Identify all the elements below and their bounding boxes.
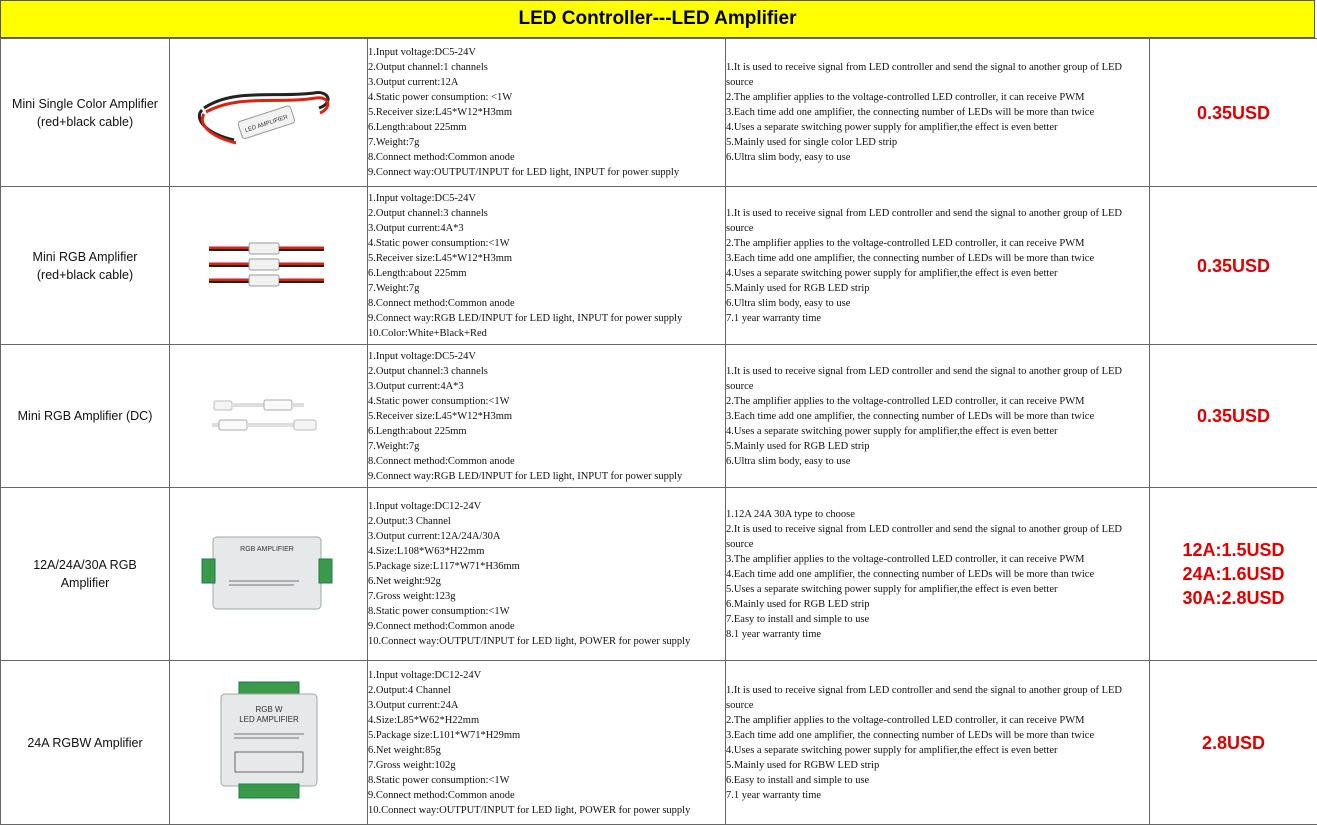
spec-line: 3.Output current:4A*3 — [368, 221, 725, 236]
spec-line: 7.Gross weight:123g — [368, 589, 725, 604]
spec-line: 9.Connect way:RGB LED/INPUT for LED light, INPUT for power supply — [368, 311, 725, 326]
specs-cell — [368, 345, 726, 488]
product-name-line: (red+black cable) — [1, 266, 169, 284]
spec-line: 9.Connect method:Common anode — [368, 788, 725, 803]
spec-line: 7.Weight:7g — [368, 281, 725, 296]
spec-line: 9.Connect way:RGB LED/INPUT for LED light, INPUT for power supply — [368, 469, 725, 484]
spec-line: 10.Connect way:OUTPUT/INPUT for LED light, POWER for power supply — [368, 634, 725, 649]
feature-line: 3.Each time add one amplifier, the connecting number of LEDs will be more than twice — [726, 251, 1149, 266]
feature-line: 6.Easy to install and simple to use — [726, 773, 1149, 788]
feature-line: 3.Each time add one amplifier, the connecting number of LEDs will be more than twice — [726, 409, 1149, 424]
specs-cell — [368, 661, 726, 825]
price-value: 24A:1.6USD — [1150, 562, 1317, 586]
feature-line: 4.Uses a separate switching power supply for amplifier,the effect is even better — [726, 424, 1149, 439]
feature-line: 3.Each time add one amplifier, the connecting number of LEDs will be more than twice — [726, 105, 1149, 120]
spec-line: 2.Output:3 Channel — [368, 514, 725, 529]
feature-line: 2.The amplifier applies to the voltage-controlled LED controller, it can receive PWM — [726, 90, 1149, 105]
spec-line: 4.Static power consumption:<1W — [368, 394, 725, 409]
spec-line: 1.Input voltage:DC5-24V — [368, 191, 725, 206]
price-cell — [1150, 345, 1317, 488]
product-image-cell — [170, 345, 368, 488]
spec-line: 6.Length:about 225mm — [368, 120, 725, 135]
rgb-amplifier-image — [204, 236, 334, 296]
specs-cell — [368, 187, 726, 345]
rgb-amplifier-box-image — [199, 529, 339, 619]
feature-line: 5.Mainly used for RGB LED strip — [726, 439, 1149, 454]
specs-cell — [368, 488, 726, 661]
spec-line: 2.Output channel:3 channels — [368, 364, 725, 379]
price-value: 0.35USD — [1150, 404, 1317, 428]
spec-line: 2.Output channel:1 channels — [368, 60, 725, 75]
product-name-line: 24A RGBW Amplifier — [1, 734, 169, 752]
spec-line: 10.Color:White+Black+Red — [368, 326, 725, 341]
feature-line: 4.Each time add one amplifier, the connecting number of LEDs will be more than twice — [726, 567, 1149, 582]
box-label-line: LED AMPLIFIER — [239, 715, 299, 724]
feature-line: 7.1 year warranty time — [726, 788, 1149, 803]
features-cell — [726, 488, 1150, 661]
price-cell — [1150, 488, 1317, 661]
feature-line: 6.Ultra slim body, easy to use — [726, 296, 1149, 311]
table-row — [1, 39, 1317, 187]
product-image-cell — [170, 39, 368, 187]
spec-line: 7.Weight:7g — [368, 439, 725, 454]
rgbw-amplifier-box-image — [199, 680, 339, 805]
page-title: LED Controller---LED Amplifier — [0, 0, 1315, 38]
feature-line: 7.1 year warranty time — [726, 311, 1149, 326]
product-name-line: Amplifier — [1, 574, 169, 592]
spec-line: 5.Receiver size:L45*W12*H3mm — [368, 251, 725, 266]
feature-line: 4.Uses a separate switching power supply for amplifier,the effect is even better — [726, 743, 1149, 758]
rgb-dc-amplifier-image — [204, 391, 334, 441]
feature-line: 2.The amplifier applies to the voltage-controlled LED controller, it can receive PWM — [726, 236, 1149, 251]
feature-line: 4.Uses a separate switching power supply for amplifier,the effect is even better — [726, 266, 1149, 281]
product-name-line: (red+black cable) — [1, 113, 169, 131]
table-row — [1, 661, 1317, 825]
table-row — [1, 187, 1317, 345]
price-value: 30A:2.8USD — [1150, 586, 1317, 610]
spec-line: 1.Input voltage:DC12-24V — [368, 499, 725, 514]
table-row — [1, 345, 1317, 488]
spec-line: 3.Output current:12A/24A/30A — [368, 529, 725, 544]
single-color-amplifier-image — [194, 68, 344, 158]
spec-line: 5.Receiver size:L45*W12*H3mm — [368, 409, 725, 424]
spec-line: 4.Static power consumption: <1W — [368, 90, 725, 105]
spec-line: 8.Connect method:Common anode — [368, 454, 725, 469]
spec-line: 5.Package size:L101*W71*H29mm — [368, 728, 725, 743]
feature-line: 4.Uses a separate switching power supply for amplifier,the effect is even better — [726, 120, 1149, 135]
price-cell — [1150, 187, 1317, 345]
spec-line: 8.Static power consumption:<1W — [368, 604, 725, 619]
feature-line: 6.Ultra slim body, easy to use — [726, 454, 1149, 469]
product-name-cell — [1, 187, 170, 345]
spec-line: 10.Connect way:OUTPUT/INPUT for LED light, POWER for power supply — [368, 803, 725, 818]
feature-line: 1.12A 24A 30A type to choose — [726, 507, 1149, 522]
price-cell — [1150, 661, 1317, 825]
spec-line: 1.Input voltage:DC5-24V — [368, 45, 725, 60]
feature-line: 5.Mainly used for RGBW LED strip — [726, 758, 1149, 773]
product-name-line: Mini Single Color Amplifier — [1, 95, 169, 113]
features-cell — [726, 187, 1150, 345]
feature-line: 6.Ultra slim body, easy to use — [726, 150, 1149, 165]
product-name-cell — [1, 661, 170, 825]
spec-line: 1.Input voltage:DC5-24V — [368, 349, 725, 364]
spec-line: 4.Size:L108*W63*H22mm — [368, 544, 725, 559]
box-label: RGB AMPLIFIER — [240, 546, 294, 553]
spec-line: 4.Static power consumption:<1W — [368, 236, 725, 251]
spec-line: 7.Gross weight:102g — [368, 758, 725, 773]
feature-line: 7.Easy to install and simple to use — [726, 612, 1149, 627]
box-label-line: RGB W — [255, 705, 283, 714]
product-name-cell — [1, 39, 170, 187]
specs-cell — [368, 39, 726, 187]
product-name-cell — [1, 488, 170, 661]
price-value: 12A:1.5USD — [1150, 538, 1317, 562]
product-image-cell — [170, 661, 368, 825]
price-value: 0.35USD — [1150, 101, 1317, 125]
feature-line: 5.Uses a separate switching power supply for amplifier,the effect is even better — [726, 582, 1149, 597]
spec-line: 7.Weight:7g — [368, 135, 725, 150]
product-name-line: Mini RGB Amplifier (DC) — [1, 407, 169, 425]
svg-text:LED AMPLIFIER: LED AMPLIFIER — [244, 114, 289, 134]
feature-line: 6.Mainly used for RGB LED strip — [726, 597, 1149, 612]
feature-line: 2.The amplifier applies to the voltage-controlled LED controller, it can receive PWM — [726, 394, 1149, 409]
spec-line: 9.Connect method:Common anode — [368, 619, 725, 634]
spec-line: 5.Package size:L117*W71*H36mm — [368, 559, 725, 574]
spec-line: 6.Net weight:85g — [368, 743, 725, 758]
price-cell — [1150, 39, 1317, 187]
price-value: 0.35USD — [1150, 254, 1317, 278]
spec-line: 2.Output:4 Channel — [368, 683, 725, 698]
spec-line: 1.Input voltage:DC12-24V — [368, 668, 725, 683]
product-name-line: 12A/24A/30A RGB — [1, 556, 169, 574]
spec-line: 6.Net weight:92g — [368, 574, 725, 589]
feature-line: 2.The amplifier applies to the voltage-controlled LED controller, it can receive PWM — [726, 713, 1149, 728]
table-row — [1, 488, 1317, 661]
feature-line: 8.1 year warranty time — [726, 627, 1149, 642]
product-name-cell — [1, 345, 170, 488]
spec-line: 2.Output channel:3 channels — [368, 206, 725, 221]
feature-line: 3.Each time add one amplifier, the connecting number of LEDs will be more than twice — [726, 728, 1149, 743]
spec-line: 5.Receiver size:L45*W12*H3mm — [368, 105, 725, 120]
feature-line: 1.It is used to receive signal from LED controller and send the signal to another group of LED source — [726, 206, 1149, 236]
spec-line: 8.Connect method:Common anode — [368, 150, 725, 165]
feature-line: 3.The amplifier applies to the voltage-controlled LED controller, it can receive PWM — [726, 552, 1149, 567]
spec-line: 9.Connect way:OUTPUT/INPUT for LED light, INPUT for power supply — [368, 165, 725, 180]
product-image-cell — [170, 488, 368, 661]
spec-line: 6.Length:about 225mm — [368, 424, 725, 439]
product-image-cell — [170, 187, 368, 345]
feature-line: 5.Mainly used for RGB LED strip — [726, 281, 1149, 296]
spec-line: 3.Output current:12A — [368, 75, 725, 90]
spec-line: 6.Length:about 225mm — [368, 266, 725, 281]
features-cell — [726, 661, 1150, 825]
feature-line: 1.It is used to receive signal from LED controller and send the signal to another group of LED source — [726, 60, 1149, 90]
spec-line: 8.Connect method:Common anode — [368, 296, 725, 311]
feature-line: 5.Mainly used for single color LED strip — [726, 135, 1149, 150]
product-table — [0, 38, 1317, 825]
spec-line: 3.Output current:24A — [368, 698, 725, 713]
spec-line: 3.Output current:4A*3 — [368, 379, 725, 394]
features-cell — [726, 345, 1150, 488]
feature-line: 1.It is used to receive signal from LED controller and send the signal to another group of LED source — [726, 683, 1149, 713]
spec-line: 8.Static power consumption:<1W — [368, 773, 725, 788]
features-cell — [726, 39, 1150, 187]
feature-line: 2.It is used to receive signal from LED controller and send the signal to another group of LED source — [726, 522, 1149, 552]
price-value: 2.8USD — [1150, 731, 1317, 755]
spec-line: 4.Size:L85*W62*H22mm — [368, 713, 725, 728]
feature-line: 1.It is used to receive signal from LED controller and send the signal to another group of LED source — [726, 364, 1149, 394]
product-name-line: Mini RGB Amplifier — [1, 248, 169, 266]
